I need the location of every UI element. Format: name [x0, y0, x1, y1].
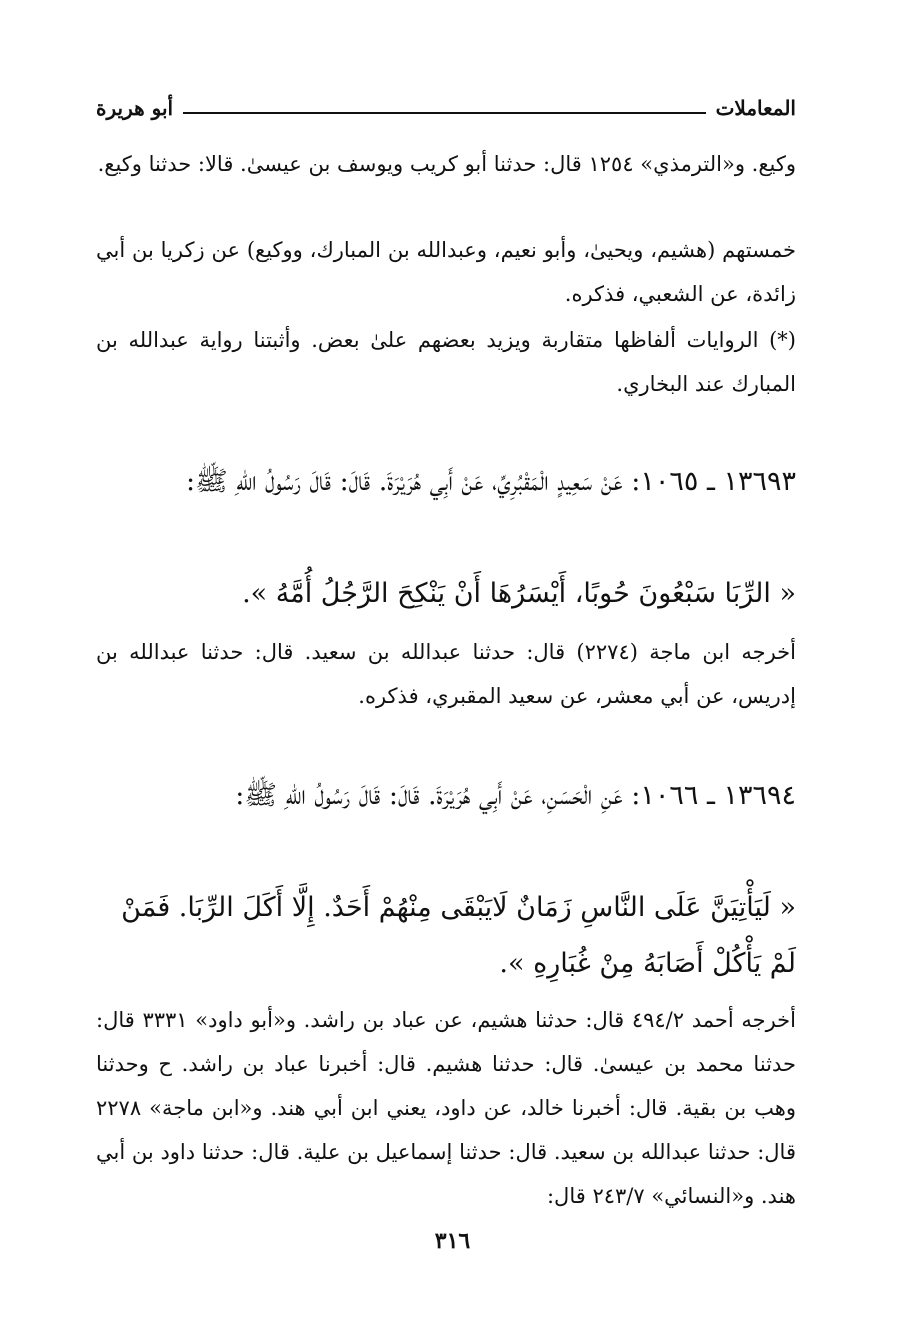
hadith-13694-text: « لَيَأْتِيَنَّ عَلَى النَّاسِ زَمَانٌ لَايَبْقَى مِنْهُمْ أَحَدٌ. إِلَّا أَكَلَ الرِّبَا. فَمَنْ لَمْ يَأْكُلْ أَصَابَهُ مِنْ غُبَارِهِ ». [121, 892, 796, 979]
hadith-13693-text: « الرِّبَا سَبْعُونَ حُوبًا، أَيْسَرُهَا أَنْ يَنْكِحَ الرَّجُلُ أُمَّهُ ». [242, 578, 796, 609]
footnote-note: (*) الروايات ألفاظها متقاربة ويزيد بعضهم علىٰ بعض. وأثبتنا رواية عبدالله بن المبارك عند البخاري. [96, 328, 796, 396]
header-rule [183, 112, 705, 114]
footnote-isnad-summary: خمستهم (هشيم، ويحيىٰ، وأبو نعيم، وعبدالله بن المبارك، ووكيع) عن زكريا بن أبي زائدة، عن الشعبي، فذكره. [96, 238, 796, 306]
footnote-tirmidhi: وكيع. و«الترمذي» ١٢٥٤ قال: حدثنا أبو كريب ويوسف بن عيسىٰ. قالا: حدثنا وكيع. [97, 152, 796, 176]
hadith-13694-takhrij: أخرجه أحمد ٤٩٤/٢ قال: حدثنا هشيم، عن عباد بن راشد. و«أبو داود» ٣٣٣١ قال: حدثنا محمد بن عيسىٰ. قال: حدثنا هشيم. قال: أخبرنا عباد بن راشد. ح وحدثنا وهب بن بقية. قال: أخبرنا خالد، عن داود، يعني ابن أبي هند. و«ابن ماجة» ٢٢٧٨ قال: حدثنا عبدالله بن سعيد. قال: حدثنا إسماعيل بن علية. قال: حدثنا داود بن أبي هند. و«النسائي» ٢٤٣/٧ قال: [96, 1008, 797, 1208]
header-narrator-name: أبو هريرة [96, 96, 174, 120]
running-header [96, 86, 796, 120]
hadith-13693-heading: ١٣٦٩٣ ـ ١٠٦٥: عَنْ سَعِيدٍ الْمَقْبُرِيِّ، عَنْ أَبِي هُرَيْرَةَ. قَالَ: قَالَ رَسُولُ اللهِ ﷺ: [186, 466, 796, 497]
page-number: ٣١٦ [434, 1228, 471, 1254]
hadith-13694-heading: ١٣٦٩٤ ـ ١٠٦٦: عَنِ الْحَسَنِ، عَنْ أَبِي هُرَيْرَةَ. قَالَ: قَالَ رَسُولُ اللهِ ﷺ: [235, 780, 796, 811]
hadith-13693-takhrij: أخرجه ابن ماجة (٢٢٧٤) قال: حدثنا عبدالله بن سعيد. قال: حدثنا عبدالله بن إدريس، عن أبي معشر، عن سعيد المقبري، فذكره. [96, 640, 796, 708]
header-chapter-title: المعاملات [715, 96, 796, 120]
